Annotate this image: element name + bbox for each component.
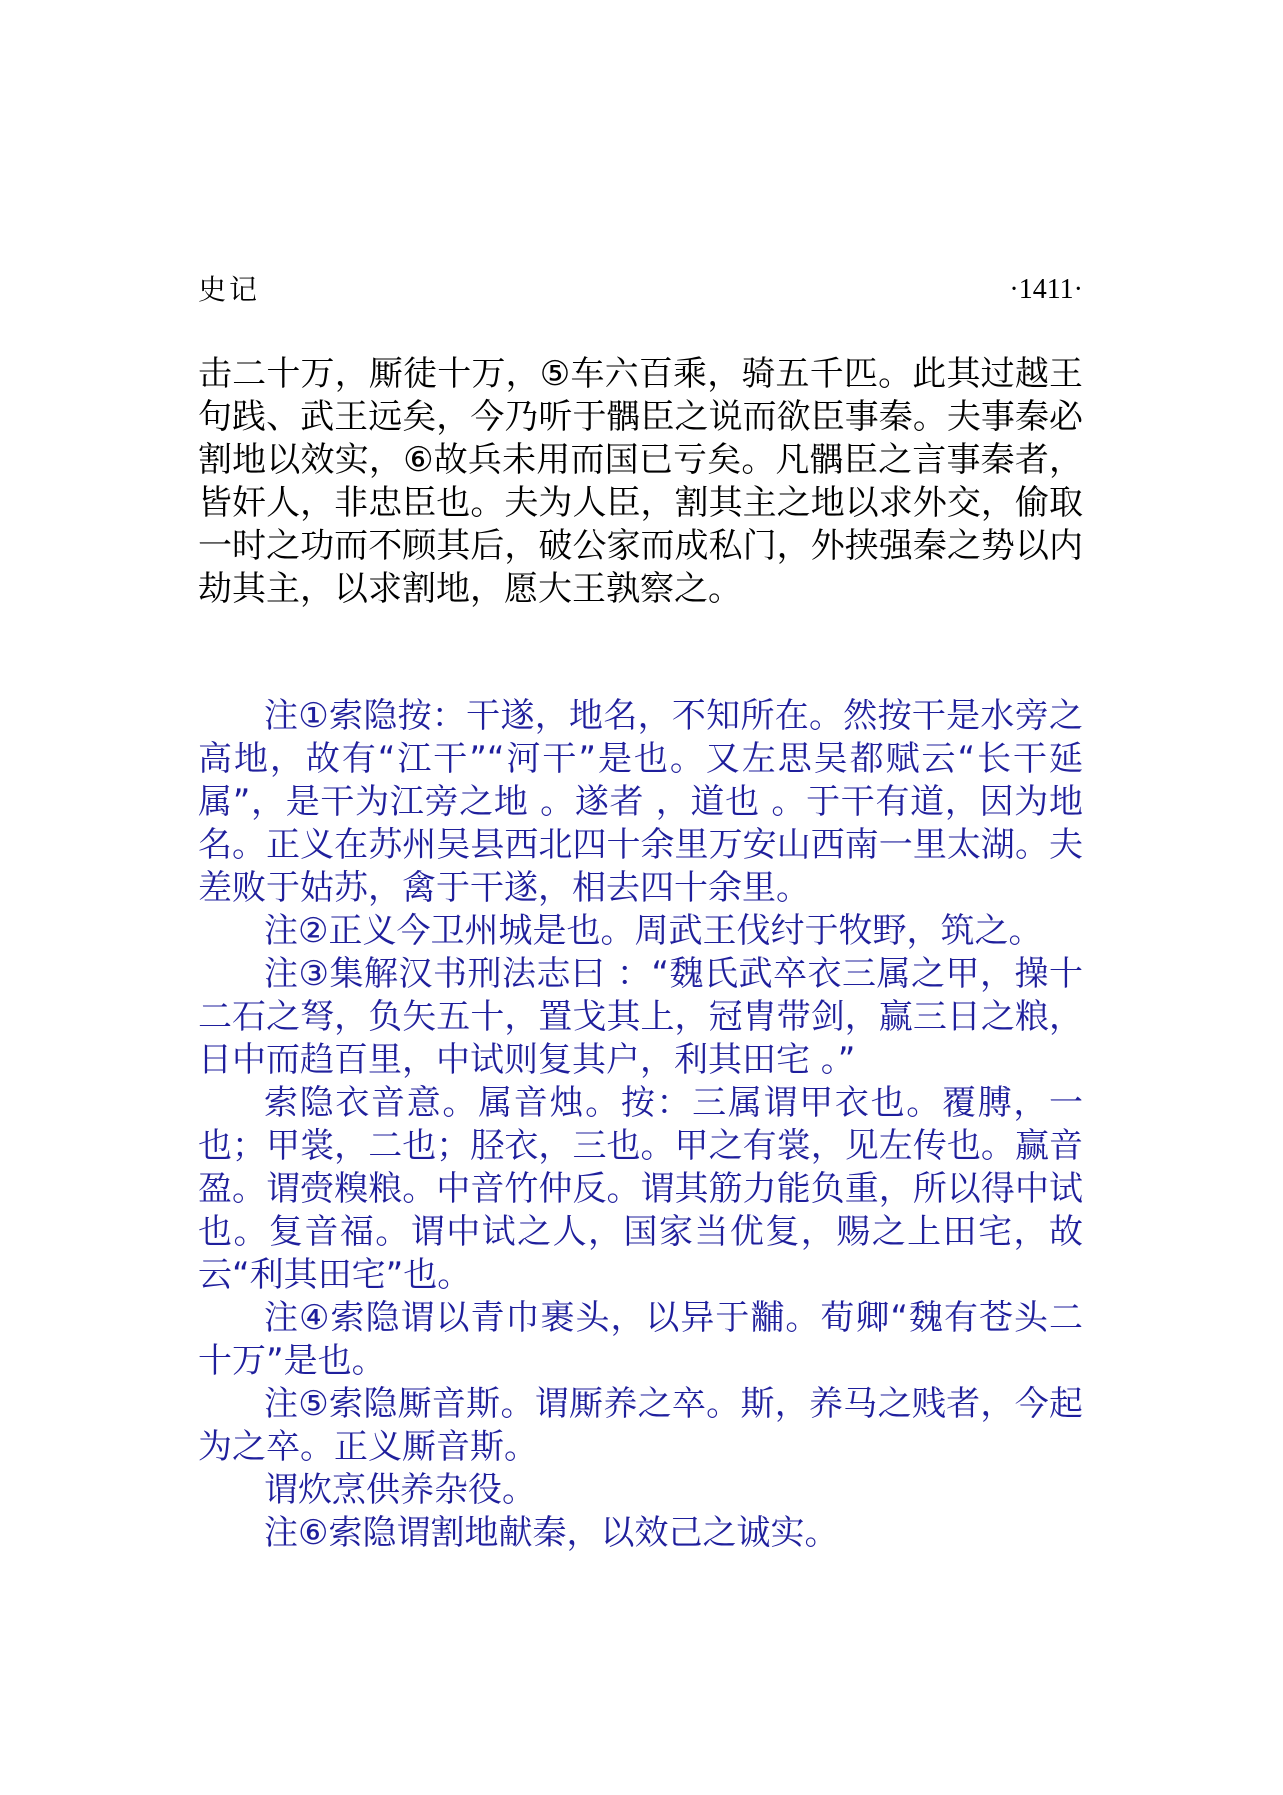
book-title: 史记	[198, 273, 261, 306]
annotation-note-1: 注①索隐按：干遂，地名，不知所在。然按干是水旁之高地，故有“江干”“河干”是也。又左思吴都赋云“长干延属”，是干为江旁之地 。遂者 ，道也 。于干有道，因为地名。正义在苏州吴县西北四十余里万安山西南一里太湖。夫差败于姑苏，禽于干遂，相去四十余里。	[198, 696, 1083, 908]
annotation-note-3: 注③集解汉书刑法志曰 ：“魏氏武卒衣三属之甲，操十二石之弩，负矢五十，置戈其上，冠胄带剑，赢三日之粮，日中而趋百里，中试则复其户，利其田宅 。”	[198, 954, 1083, 1080]
page-header	[198, 268, 1083, 312]
annotation-note-5-continued: 谓炊烹供养杂役。	[264, 1470, 536, 1510]
annotation-note-3-suoyin: 索隐衣音意。属音烛。按：三属谓甲衣也。覆膊，一也；甲裳，二也；胫衣，三也。甲之有裳，见左传也。赢音盈。谓赍糗粮。中音竹仲反。谓其筋力能负重，所以得中试也。复音福。谓中试之人，国家当优复，赐之上田宅，故云“利其田宅”也。	[198, 1083, 1083, 1295]
page-body	[198, 353, 1083, 1555]
page-number: ·1411·	[1009, 274, 1083, 305]
main-text-paragraph: 击二十万，厮徒十万，⑤车六百乘，骑五千匹。此其过越王句践、武王远矣，今乃听于髃臣之说而欲臣事秦。夫事秦必割地以效实，⑥故兵未用而国已亏矣。凡髃臣之言事秦者，皆奸人，非忠臣也。夫为人臣，割其主之地以求外交，偷取一时之功而不顾其后，破公家而成私门，外挟强秦之势以内劫其主，以求割地，愿大王孰察之。	[198, 354, 1083, 609]
annotation-note-4: 注④索隐谓以青巾裹头，以异于黼。荀卿“魏有苍头二十万”是也。	[198, 1298, 1083, 1381]
annotation-note-5: 注⑤索隐厮音斯。谓厮养之卒。斯，养马之贱者，今起为之卒。正义厮音斯。	[198, 1384, 1083, 1467]
annotation-section	[198, 695, 1083, 1555]
annotation-note-2: 注②正义今卫州城是也。周武王伐纣于牧野，筑之。	[264, 911, 1043, 951]
annotation-note-6: 注⑥索隐谓割地献秦，以效己之诚实。	[264, 1513, 839, 1553]
